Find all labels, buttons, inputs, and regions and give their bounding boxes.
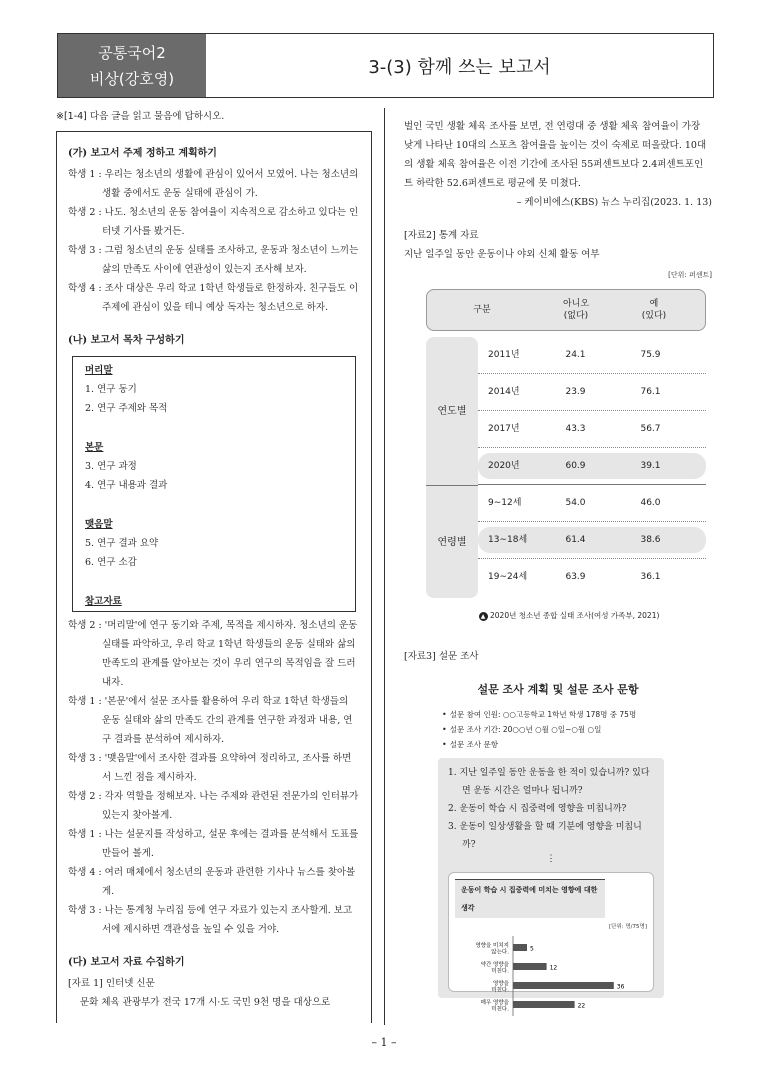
value-yes: 38.6 xyxy=(640,534,661,545)
column-header-yes xyxy=(615,298,693,322)
value-no: 43.3 xyxy=(565,423,586,434)
toc-item: 2. 연구 주제와 목적 xyxy=(85,403,168,414)
chart-bar xyxy=(513,944,527,951)
dialogue-line: 학생 1 : 나는 설문지를 작성하고, 설문 후에는 결과를 분석해서 도표를 만들어 볼게. xyxy=(68,829,359,859)
survey-plan-list xyxy=(442,707,712,752)
value-no: 54.0 xyxy=(565,497,586,508)
value-yes: 56.7 xyxy=(640,423,661,434)
column-divider xyxy=(384,108,385,1025)
statistics-table xyxy=(426,289,706,598)
survey-questions-box xyxy=(438,758,664,1013)
table-row xyxy=(478,374,706,411)
chart-category-label: 영향을 미치지 않는다. xyxy=(475,943,509,956)
chart-category-label: 약간 영향을 미친다. xyxy=(480,962,509,975)
section-na-heading: (나) 보고서 목차 구성하기 xyxy=(68,335,185,346)
toc-reference-heading: 참고자료 xyxy=(85,596,122,607)
value-no: 63.9 xyxy=(565,572,586,582)
value-no: 60.9 xyxy=(565,460,586,471)
resource2-title: [자료2] 통계 자료 xyxy=(404,230,479,241)
dialogue-line: 학생 3 : 그럼 청소년의 운동 실태를 조사하고, 운동과 청소년이 느끼는 삶의 만족도 사이에 연관성이 있는지 조사해 보자. xyxy=(68,245,359,275)
resource1-title: [자료 1] 인터넷 신문 xyxy=(68,978,155,989)
value-yes: 36.1 xyxy=(640,572,661,582)
value-no: 61.4 xyxy=(565,534,586,545)
chart-category-label: 영향을 미친다. xyxy=(491,981,509,994)
dialogue-line: 학생 3 : '맺음말'에서 조사한 결과를 요약하여 정리하고, 조사를 하면서 느낀 점을 제시하자. xyxy=(68,753,352,783)
dialogue-line: 학생 1 : 우리는 청소년의 생활에 관심이 있어서 모였어. 나는 청소년의 생활 중에서도 운동 실태에 관심이 가. xyxy=(68,169,359,199)
resource2-subtitle: 지난 일주일 동안 운동이나 야외 신체 활동 여부 xyxy=(404,249,600,260)
subject-name: 공통국어2 xyxy=(98,43,166,62)
chart-value-label: 5 xyxy=(530,945,534,953)
survey-question: 1. 지난 일주일 동안 운동을 한 적이 있습니까? 있다면 운동 시간은 얼마나 됩니까? xyxy=(448,768,650,796)
toc-item: 1. 연구 동기 xyxy=(85,384,137,395)
row-label: 2017년 xyxy=(488,423,520,434)
survey-plan-item: • 설문 참여 인원: ○○고등학교 1학년 학생 178명 중 75명 xyxy=(442,710,637,719)
row-label: 2014년 xyxy=(488,386,520,397)
table-row xyxy=(478,559,706,596)
source-icon: ▲ xyxy=(479,612,488,621)
table-row xyxy=(478,337,706,374)
dialogue-line: 학생 2 : 나도. 청소년의 운동 참여율이 지속적으로 감소하고 있다는 인터넷 기사를 봤거든. xyxy=(68,207,359,237)
toc-conclusion-heading: 맺음말 xyxy=(85,519,113,530)
dialogue-line: 학생 1 : '본문'에서 설문 조사를 활용하여 우리 학교 1학년 학생들의 운동 실태와 삶의 만족도 간의 관계를 연구한 과정과 내용, 연구 결과를 분석하여 제시하자. xyxy=(68,696,353,745)
bar-chart xyxy=(455,936,647,1018)
toc-item: 3. 연구 과정 xyxy=(85,461,137,472)
instruction: ※[1-4] 다음 글을 읽고 물음에 답하시오. xyxy=(56,111,225,122)
toc-intro-heading: 머리말 xyxy=(85,365,113,376)
value-no: 24.1 xyxy=(565,349,586,360)
toc-item: 4. 연구 내용과 결과 xyxy=(85,480,168,491)
dialogue-line: 학생 3 : 나는 통계청 누리집 등에 연구 자료가 있는지 조사할게. 보고서에 제시하면 객관성을 높일 수 있을 거야. xyxy=(68,905,353,935)
table-row xyxy=(478,522,706,559)
chart-category-label: 매우 영향을 미친다. xyxy=(480,1000,509,1013)
right-column xyxy=(404,117,712,1013)
section-na-dialogue xyxy=(68,616,360,939)
toc-item: 5. 연구 결과 요약 xyxy=(85,538,159,549)
resource2-unit: [단위: 퍼센트] xyxy=(668,271,712,279)
page-header xyxy=(57,33,714,98)
survey-question: 3. 운동이 일상생활을 할 때 기분에 영향을 미칩니까? xyxy=(448,822,642,850)
survey-plan-item: • 설문 조사 기간: 20○○년 ○월 ○일~○월 ○일 xyxy=(442,725,602,734)
dialogue-line: 학생 2 : 각자 역할을 정해보자. 나는 주제와 관련된 전문가의 인터뷰가 있는지 찾아볼게. xyxy=(68,791,359,821)
survey-question: 2. 운동이 학습 시 집중력에 영향을 미칩니까? xyxy=(448,804,627,814)
table-header xyxy=(426,289,706,331)
chart-bar xyxy=(513,982,614,989)
row-label: 9∼12세 xyxy=(488,497,522,508)
table-rows xyxy=(478,337,706,598)
table-body xyxy=(426,337,706,598)
value-yes: 46.0 xyxy=(640,497,661,508)
chart-bar xyxy=(513,1001,575,1008)
group-column xyxy=(426,337,478,598)
chart-value-label: 22 xyxy=(577,1002,586,1010)
textbook-publisher: 비상(강호영) xyxy=(89,69,175,88)
dialogue-line: 학생 4 : 여러 매체에서 청소년의 운동과 관련한 기사나 뉴스를 찾아볼게. xyxy=(68,867,356,897)
resource2-source-text: 2020년 청소년 종합 실태 조사(여성 가족부, 2021) xyxy=(490,611,660,620)
row-label: 2011년 xyxy=(488,349,520,360)
resource1-text-start: 문화 체육 관광부가 전국 17개 시·도 국민 9천 명을 대상으로 xyxy=(80,997,331,1008)
chart-bar xyxy=(513,963,547,970)
row-label: 19∼24세 xyxy=(488,572,528,582)
table-row xyxy=(478,411,706,448)
column-header-yes-label: 예 xyxy=(649,299,659,309)
column-header-no xyxy=(537,298,615,322)
table-row xyxy=(478,485,706,522)
chart-title: 운동이 학습 시 집중력에 미치는 영향에 대한 생각 xyxy=(455,879,605,918)
value-yes: 39.1 xyxy=(640,460,661,471)
survey-heading: 설문 조사 계획 및 설문 조사 문항 xyxy=(477,683,639,696)
resource1-text-continued: 벌인 국민 생활 체육 조사를 보면, 전 연령대 중 생활 체육 참여율이 가장 낮게 나타난 10대의 스포츠 참여율을 높이는 것이 숙제로 떠올랐다. 10대의 생활 체육 참여율은 이전 기간에 조사된 55퍼센트보다 2.4퍼센트포인트 하락한 52.6퍼센트로 평균에 못 미쳤다. xyxy=(404,121,707,189)
survey-plan-item: • 설문 조사 문항 xyxy=(442,740,498,749)
subject-box xyxy=(58,34,206,97)
page-number: – 1 – xyxy=(371,1036,397,1049)
chart-unit: [단위: 명/75명] xyxy=(609,924,647,930)
value-no: 23.9 xyxy=(565,386,586,397)
section-ga-dialogue xyxy=(68,165,360,317)
column-header-category: 구분 xyxy=(473,304,491,315)
group-label-year: 연도별 xyxy=(426,337,478,485)
column-header-no-sub: (없다) xyxy=(563,311,589,321)
passage-box xyxy=(56,131,372,1023)
group-label-age: 연령별 xyxy=(426,485,478,598)
column-header-no-label: 아니오 xyxy=(562,299,590,309)
toc-item: 6. 연구 소감 xyxy=(85,557,137,568)
dialogue-line: 학생 2 : '머리말'에 연구 동기와 주제, 목적을 제시하자. 청소년의 운동 실태를 파악하고, 우리 학교 1학년 학생들의 운동 실태와 삶의 만족도의 관계를 알아보는 것이 우리 연구의 목적임을 잘 드러내자. xyxy=(68,620,358,688)
bar-chart-panel xyxy=(448,872,654,1013)
resource2-source xyxy=(426,606,712,625)
table-row xyxy=(478,448,706,485)
section-ga-heading: (가) 보고서 주제 정하고 계획하기 xyxy=(68,148,217,159)
left-column xyxy=(56,108,372,1023)
dialogue-line: 학생 4 : 조사 대상은 우리 학교 1학년 학생들로 한정하자. 친구들도 이 주제에 관심이 있을 테니 예상 독자는 청소년으로 하자. xyxy=(68,283,359,313)
value-yes: 76.1 xyxy=(640,386,661,397)
section-da-heading: (다) 보고서 자료 수집하기 xyxy=(68,957,185,968)
column-header-yes-sub: (있다) xyxy=(641,311,667,321)
document-title: 3-(3) 함께 쓰는 보고서 xyxy=(368,56,551,78)
row-label: 13∼18세 xyxy=(488,534,528,545)
chart-value-label: 12 xyxy=(549,964,558,972)
resource3-title: [자료3] 설문 조사 xyxy=(404,651,479,662)
row-label: 2020년 xyxy=(488,460,520,471)
resource1-source: – 케이비에스(KBS) 뉴스 누리집(2023. 1. 13) xyxy=(516,197,712,208)
table-of-contents xyxy=(72,356,356,612)
value-yes: 75.9 xyxy=(640,349,661,360)
ellipsis: ⋮ xyxy=(546,854,556,864)
chart-value-label: 36 xyxy=(616,983,625,991)
toc-body-heading: 본문 xyxy=(85,442,104,453)
